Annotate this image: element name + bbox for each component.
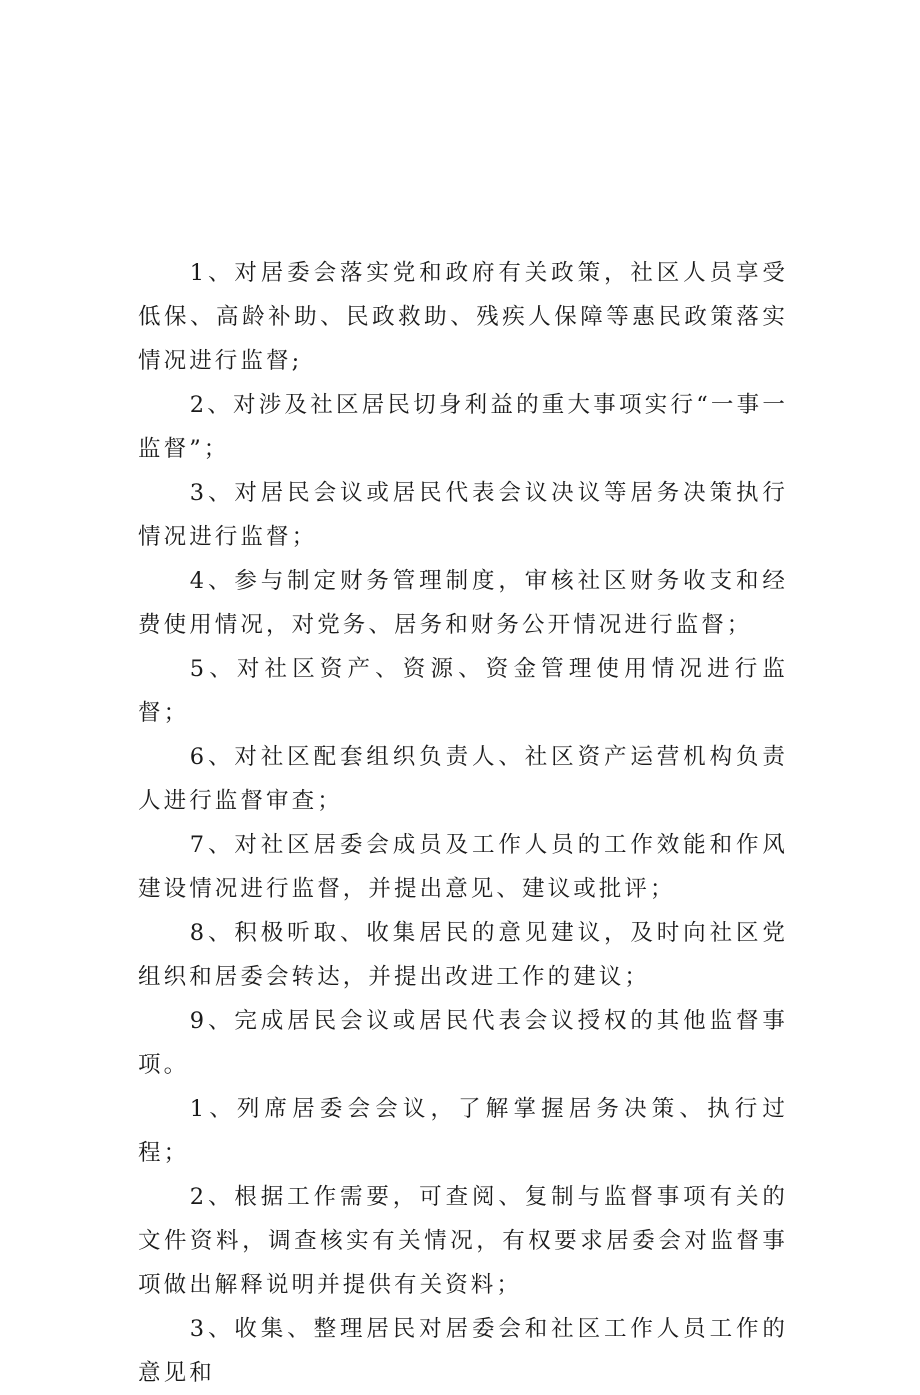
duty-item-2: 2、对涉及社区居民切身利益的重大事项实行“一事一监督”；: [138, 392, 788, 462]
duty-item-7: 7、对社区居委会成员及工作人员的工作效能和作风建设情况进行监督，并提出意见、建议或批评；: [138, 832, 788, 902]
duty-item-6: 6、对社区配套组织负责人、社区资产运营机构负责人进行监督审查；: [138, 744, 788, 814]
right-item-1: 1、列席居委会会议，了解掌握居务决策、执行过程；: [138, 1096, 788, 1166]
duty-item-3: 3、对居民会议或居民代表会议决议等居务决策执行情况进行监督；: [138, 480, 788, 550]
right-item-3: 3、收集、整理居民对居委会和社区工作人员工作的意见和: [138, 1316, 788, 1386]
right-item-2: 2、根据工作需要，可查阅、复制与监督事项有关的文件资料，调查核实有关情况，有权要求居委会对监督事项做出解释说明并提供有关资料；: [138, 1184, 788, 1298]
duty-item-8: 8、积极听取、收集居民的意见建议，及时向社区党组织和居委会转达，并提出改进工作的建议；: [138, 920, 788, 990]
document-body: [138, 251, 788, 1395]
duty-item-1: 1、对居委会落实党和政府有关政策，社区人员享受低保、高龄补助、民政救助、残疾人保障等惠民政策落实情况进行监督;: [138, 260, 788, 374]
duty-item-4: 4、参与制定财务管理制度，审核社区财务收支和经费使用情况，对党务、居务和财务公开情况进行监督；: [138, 568, 788, 638]
duty-item-9: 9、完成居民会议或居民代表会议授权的其他监督事项。: [138, 1008, 788, 1078]
duty-item-5: 5、对社区资产、资源、资金管理使用情况进行监督；: [138, 656, 788, 726]
